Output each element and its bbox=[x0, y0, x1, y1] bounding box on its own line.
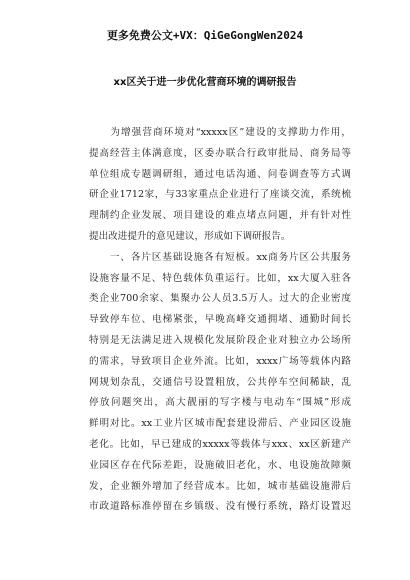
text-line: 业园区存在代际差距，设施破旧老化，水、电设施故障频 bbox=[89, 459, 351, 471]
text-line: 导致停车位、电梯紧张，早晚高峰交通拥堵、通勤时间长 bbox=[89, 314, 351, 326]
text-line: 老化。比如，早已建成的xxxxx等载体与xxx、xx区新建产 bbox=[89, 438, 351, 450]
text-line: 停放问题突出，高大靓丽的写字楼与电动车“围城”形成 bbox=[89, 397, 351, 409]
text-line: 研企业1712家，与33家重点企业进行了座谈交流，系统梳 bbox=[89, 189, 351, 201]
text-line: 单位组成专题调研组，通过电话沟通、问卷调查等方式调 bbox=[89, 168, 351, 180]
text-line: 为增强营商环境对“xxxxx区”建设的支撑助力作用， bbox=[89, 127, 351, 138]
text-line: 网规划杂乱，交通信号设置粗放，公共停车空间稀缺，乱 bbox=[89, 376, 351, 388]
text-line: 一、各片区基础设施各有短板。xx商务片区公共服务 bbox=[89, 251, 351, 263]
text-line: 的需求，导致项目企业外流。比如，xxxx广场等载体内路 bbox=[89, 355, 351, 367]
text-line: 特别是无法满足进入规模化发展阶段企业对独立办公场所 bbox=[89, 334, 351, 346]
text-line: 理制约企业发展、项目建设的难点堵点问题，并有针对性 bbox=[89, 210, 351, 222]
text-line: 提出改进提升的意见建议，形成如下调研报告。 bbox=[89, 230, 291, 242]
paragraph-intro bbox=[89, 123, 351, 248]
text-line: 类企业700余家、集聚办公人员3.5万人。过大的企业密度 bbox=[89, 293, 351, 305]
document-title: xx区关于进一步优化营商环境的调研报告 bbox=[113, 77, 297, 88]
text-line: 鲜明对比。xx工业片区城市配套建设滞后、产业园区设施 bbox=[89, 418, 351, 430]
document-body bbox=[89, 123, 351, 518]
text-line: 提高经营主体满意度，区委办联合行政审批局、商务局等 bbox=[89, 147, 351, 159]
paragraph-infrastructure bbox=[89, 248, 351, 518]
text-line: 市政道路标准停留在乡镇级、没有慢行系统，路灯设置迟 bbox=[89, 501, 351, 513]
text-line: 发，企业额外增加了经营成本。比如，城市基础设施滞后 bbox=[89, 480, 351, 492]
text-line: 设施容量不足、特色载体负重运行。比如，xx大厦入驻各 bbox=[89, 272, 351, 284]
header-note: 更多免费公文+VX：QiGeGongWen2024 bbox=[106, 29, 304, 42]
